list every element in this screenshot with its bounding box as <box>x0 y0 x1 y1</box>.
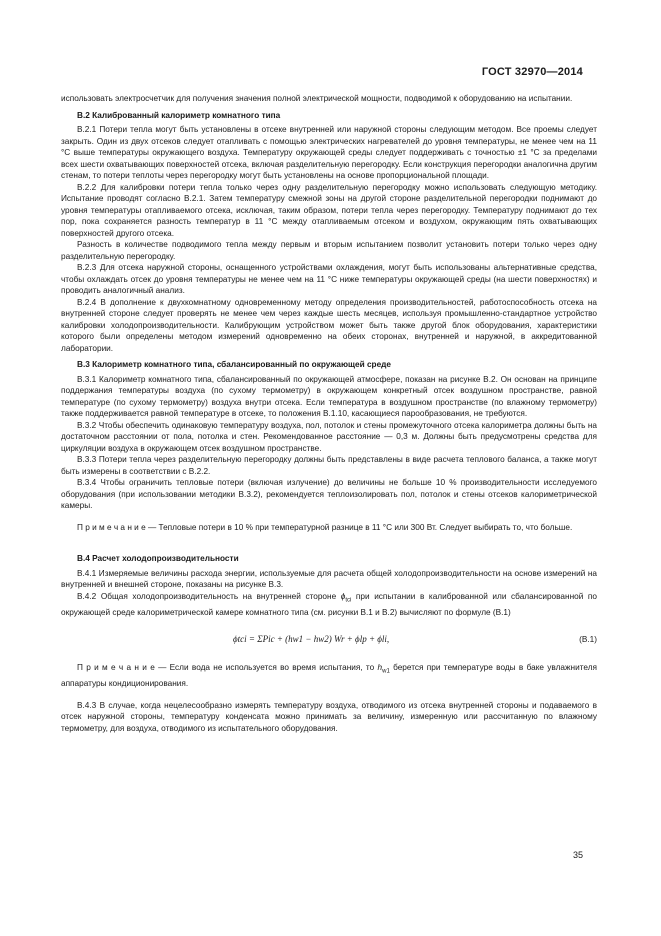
paragraph-b3-3: В.3.3 Потери тепла через разделительную перегородку должны быть представлены в виде расчета теплового баланса, а также могут быть измерены в соответствии с В.2.2. <box>61 455 597 476</box>
enthalpy-subscript: w1 <box>382 668 390 675</box>
document-body <box>61 93 597 734</box>
section-b3-title: В.3 Калориметр комнатного типа, сбалансированный по окружающей среде <box>77 360 391 369</box>
note-text-start: — Если вода не используется во время испытания, то <box>154 663 378 673</box>
note-b3 <box>61 522 597 534</box>
paragraph-b4-3: В.4.3 В случае, когда нецелесообразно измерять температуру воздуха, отводимого из отсека внутренней стороны и подаваемого в отсек наружной стороны, температуру конденсата можно принимать за величину, измеренную или рассчитанную по влажному термометру, для воздуха, отводимого из испытательного оборудования. <box>61 700 597 733</box>
formula-b1 <box>61 632 597 650</box>
note-b4 <box>61 662 597 690</box>
phi-symbol: ϕ <box>340 591 346 601</box>
note-text-end: берется при температуре воды в баке увлажнителя аппаратуры кондиционирования. <box>61 663 597 689</box>
paragraph-b4-2-start: В.4.2 Общая холодопроизводительность на внутренней стороне <box>77 591 341 601</box>
paragraph-b2-3: В.2.3 Для отсека наружной стороны, оснащенного устройствами охлаждения, могут быть использованы альтернативные средства, чтобы охлаждать отсек до уровня температуры не менее чем на 11 °С ниже температуры окружающей среды (на шести поверхностях) и проводить аналогичный анализ. <box>61 263 597 295</box>
paragraph-b4-2 <box>61 591 597 619</box>
formula-expression: ϕtci = ΣPic + (hw1 − hw2) Wr + ϕlp + ϕli, <box>233 634 390 645</box>
paragraph-b2-2: В.2.2 Для калибровки потери тепла только через одну разделительную перегородку можно использовать следующую методику. Испытание проводят согласно В.2.1. Затем температуру смежной зоны на другой стороне разделительной перегородки поднимают до уровня температуры отапливаемого отсека, исключая, таким образом, потери тепла через перегородку. Температуру поднимают до тех пор, пока сохраняется разность температур в 11 °С между отапливаемым отсеком и воздухом, окружающим пять охватывающих поверхностей другого отсека. <box>61 182 597 238</box>
paragraph-b3-4: В.3.4 Чтобы ограничить тепловые потери (включая излучение) до величины не больше 10 % производительности исследуемого оборудования (при использовании методики В.3.2), рекомендуется теплоизолировать пол, потолок и стены отсеков калориметрической камеры. <box>61 478 597 510</box>
paragraph-b4-1: В.4.1 Измеряемые величины расхода энергии, используемые для расчета общей холодопроизводительности на основе измерений на внутренней и внешней стороне, показаны на рисунке В.3. <box>61 568 597 589</box>
paragraph-b2-2-cont: Разность в количестве подводимого тепла между первым и вторым испытанием позволит установить потери только через одну разделительную перегородку. <box>61 240 597 261</box>
intro-paragraph: использовать электросчетчик для получения значения полной электрической мощности, подводимой к оборудованию на испытании. <box>61 94 573 103</box>
enthalpy-symbol: h <box>377 663 383 673</box>
note-label: П р и м е ч а н и е <box>77 522 146 532</box>
paragraph-b3-1: В.3.1 Калориметр комнатного типа, сбалансированный по окружающей атмосфере, показан на рисунке В.2. Он основан на принципе поддержания температуры воздуха (по сухому термометру) в окружающем конкретный отсек воздушном пространстве, равной температуре (по сухому термометру) воздуха внутри отсека. Если температура в воздушном пространстве (по влажному термометру) также поддерживается равной температуре в отсеке, то положения В.1.10, касающиеся парообразования, не требуются. <box>61 374 597 418</box>
paragraph-b2-1: В.2.1 Потери тепла могут быть установлены в отсеке внутренней или наружной стороны следующим методом. Все проемы следует закрыть. Один из двух отсеков следует отапливать с помощью электрических нагревателей до уровня температуры, не менее чем на 11 °С выше температуры окружающего воздуха. Температуру окружающей среды следует поддерживать с точностью ±1 °С за пределами всех шести охватывающих поверхностей отсека, включая разделительную перегородку. Если конструкция перегородки аналогична другим стенам, то потери теплоты через перегородку могут быть установлены на основе пропорциональной площади. <box>61 125 597 180</box>
note-label: П р и м е ч а н и е <box>77 663 155 673</box>
paragraph-b2-4: В.2.4 В дополнение к двухкомнатному одновременному методу определения производительностей, работоспособность отсека на внутренней стороне следует проверять не менее чем через каждые шесть месяцев, используя промышленно-стандартное устройство калибровки холодопроизводительности. Калибрующим устройством может быть также другой блок оборудования, характеристики которого были определены методом измерений одновременно на обеих сторонах, внутренней и наружной, в аккредитованной лаборатории. <box>61 297 597 353</box>
page-number: 35 <box>572 850 583 860</box>
section-b4-title: В.4 Расчет холодопроизводительности <box>77 554 239 563</box>
note-text: — Тепловые потери в 10 % при температурной разнице в 11 °С или 300 Вт. Следует выбирать то, что больше. <box>145 522 573 532</box>
paragraph-b4-2-end: при испытании в калиброванной или сбалансированной по окружающей среде калориметрической камере комнатного типа (см. рисунки В.1 и В.2) вычисляют по формуле (В.1) <box>61 591 597 617</box>
equation-number: (В.1) <box>579 635 597 645</box>
document-code: ГОСТ 32970—2014 <box>481 66 583 78</box>
phi-subscript: tci <box>345 597 352 604</box>
section-b2-title: В.2 Калиброванный калориметр комнатного типа <box>77 110 281 120</box>
paragraph-b3-2: В.3.2 Чтобы обеспечить одинаковую температуру воздуха, пол, потолок и стены промежуточного отсека калориметра должны быть на достаточном расстоянии от пола, потолка и стен. Рекомендованное расстояние — 0,3 м. Должны быть предусмотрены средства для циркуляции воздуха в окружающем отсек воздушном пространстве. <box>61 420 597 453</box>
